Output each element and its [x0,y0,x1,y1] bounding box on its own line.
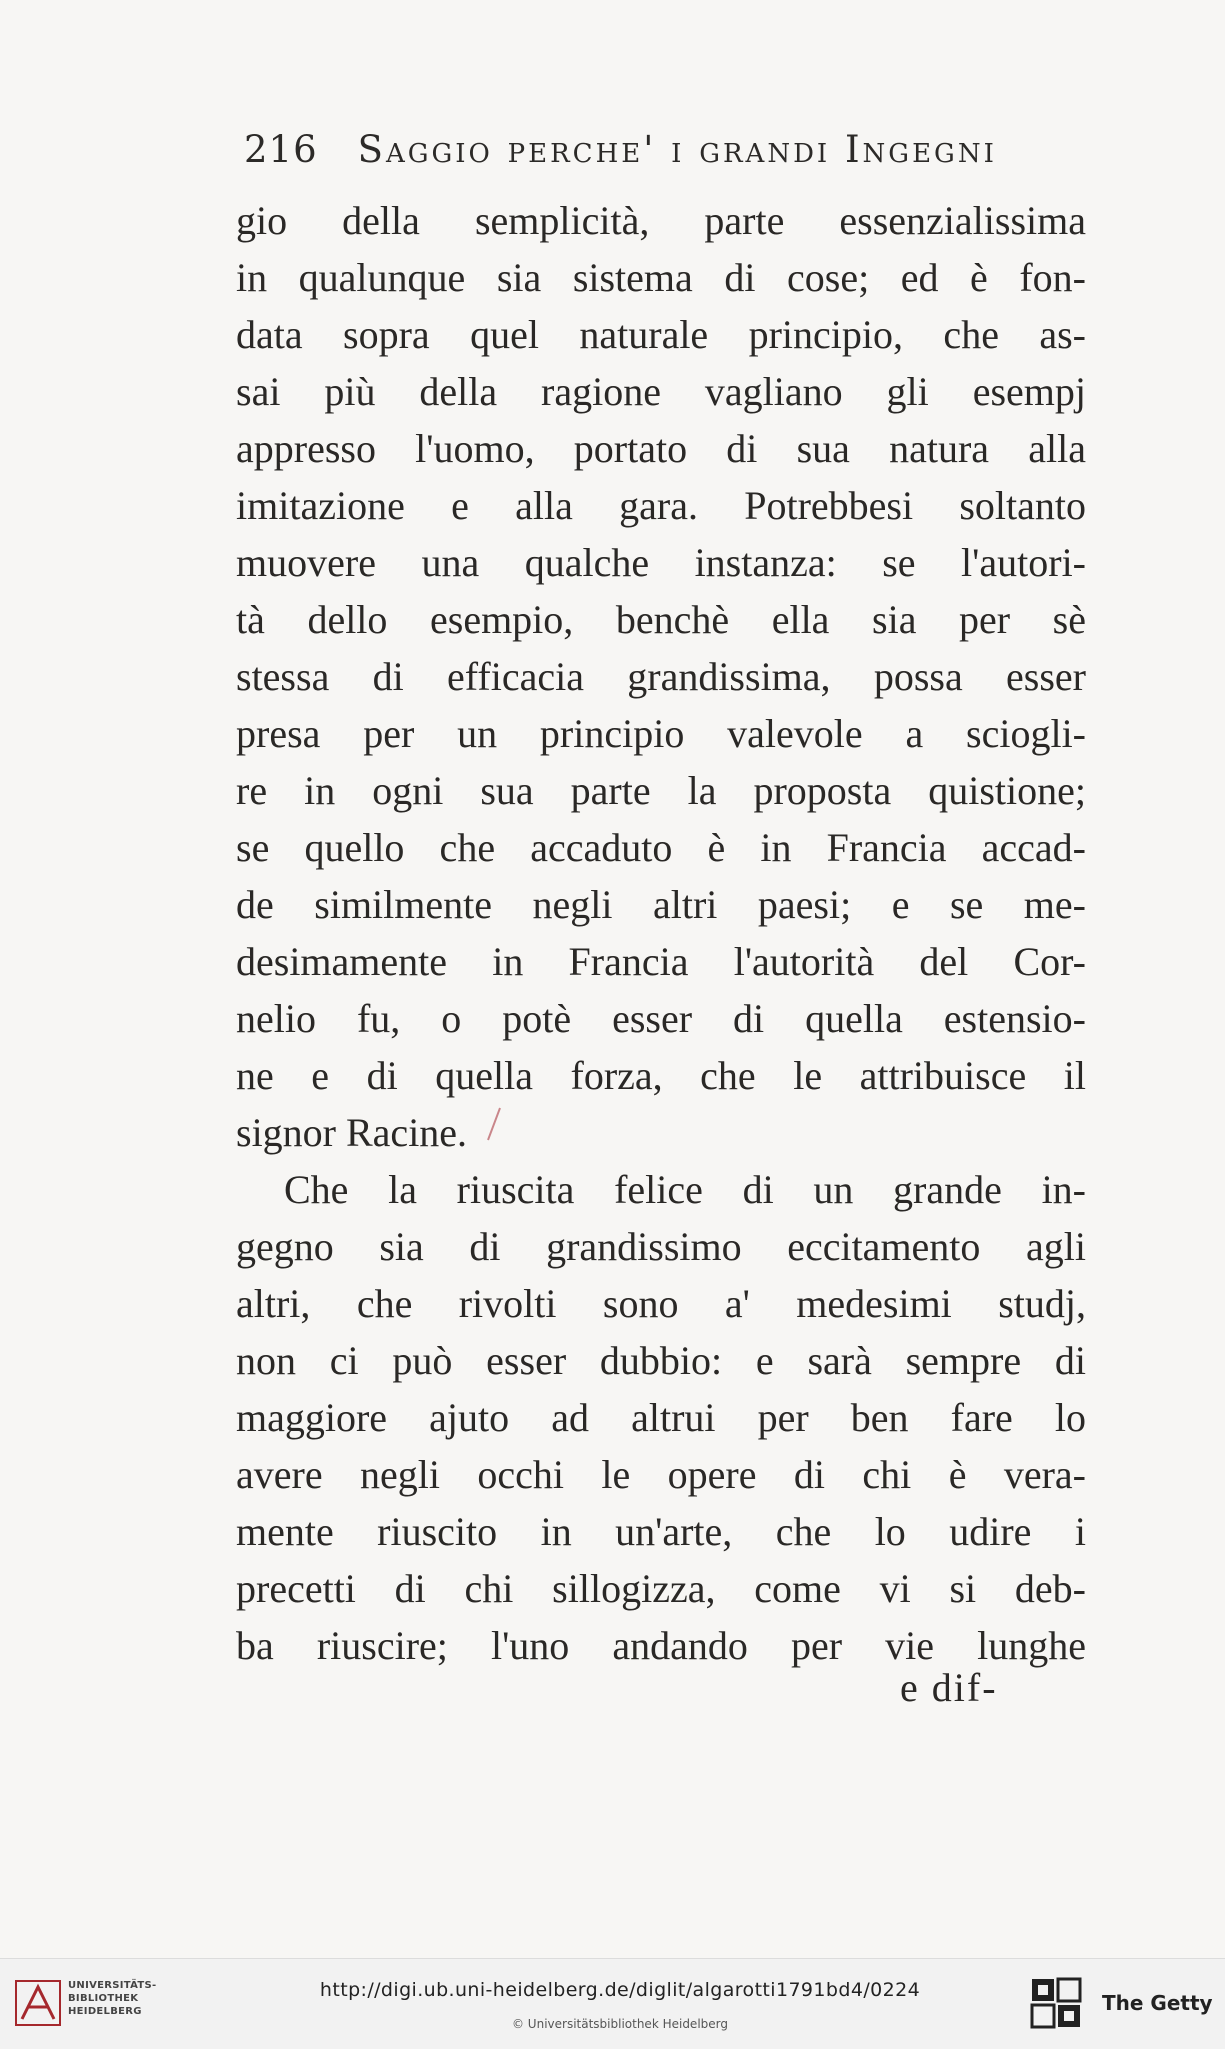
text-line: maggiore ajuto ad altrui per ben fare lo [236,1395,1086,1440]
getty-label: The Getty [1102,1991,1213,2015]
text-line: in qualunque sia sistema di cose; ed è fon- [236,255,1086,300]
text-line: sai più della ragione vagliano gli esempj [236,369,1086,414]
text-line: Che la riuscita felice di un grande in- [284,1167,1086,1212]
text-line: gio della semplicità, parte essenzialissima [236,198,1086,243]
text-line: muovere una qualche instanza: se l'autori- [236,540,1086,585]
running-head [244,128,1084,171]
text-line: data sopra quel naturale principio, che as- [236,312,1086,357]
body-text [236,192,1086,1674]
text-line: re in ogni sua parte la proposta quistione; [236,768,1086,813]
text-line: se quello che accaduto è in Francia accad- [236,825,1086,870]
viewer-footer [0,1958,1225,2049]
text-line: ne e di quella forza, che le attribuisce il [236,1053,1086,1098]
text-line: appresso l'uomo, portato di sua natura alla [236,426,1086,471]
text-line: imitazione e alla gara. Potrebbesi soltanto [236,483,1086,528]
text-line: stessa di efficacia grandissima, possa esser [236,654,1086,699]
text-line: tà dello esempio, benchè ella sia per sè [236,597,1086,642]
permalink-url[interactable]: http://digi.ub.uni-heidelberg.de/diglit/algarotti1791bd4/0224 [319,1979,921,2001]
page-number: 216 [244,128,318,171]
text-line: precetti di chi sillogizza, come vi si deb- [236,1566,1086,1611]
text-line: avere negli occhi le opere di chi è vera- [236,1452,1086,1497]
catchword: e dif- [900,1665,998,1710]
text-line: presa per un principio valevole a sciogli- [236,711,1086,756]
running-title: Saggio perche' i grandi Ingegni [357,128,997,171]
library-name: UNIVERSITÄTS- BIBLIOTHEK HEIDELBERG [68,1980,157,2017]
text-line: signor Racine. [236,1110,468,1155]
text-line: desimamente in Francia l'autorità del Cor- [236,939,1086,984]
text-line: altri, che rivolti sono a' medesimi studj, [236,1281,1086,1326]
text-line: non ci può esser dubbio: e sarà sempre di [236,1338,1086,1383]
text-line: mente riuscito in un'arte, che lo udire i [236,1509,1086,1554]
getty-logo-icon[interactable] [1030,1977,1082,2029]
text-line: ba riuscire; l'uno andando per vie lunghe [236,1623,1086,1668]
pencil-mark [482,1106,506,1142]
text-line: de similmente negli altri paesi; e se me- [236,882,1086,927]
text-line: gegno sia di grandissimo eccitamento agli [236,1224,1086,1269]
text-line: nelio fu, o potè esser di quella estensio- [236,996,1086,1041]
copyright-notice: © Universitätsbibliothek Heidelberg [511,2017,728,2031]
